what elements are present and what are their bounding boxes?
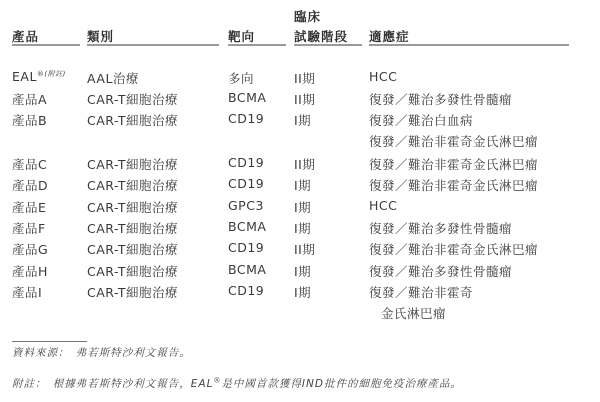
header-phase-line2: 試驗階段 [294,29,349,44]
target-cell: BCMA [228,262,267,277]
indication-cell-line2: 金氏淋巴瘤 [381,306,447,321]
header-product: 產品 [12,29,40,44]
phase-cell: I期 [294,285,312,300]
phase-cell: I期 [294,200,312,215]
phase-cell: II期 [294,157,316,172]
category-cell: CAR-T細胞治療 [87,221,178,236]
product-cell: 產品C [12,157,48,172]
header-category: 類別 [87,29,115,44]
header-indication: 適應症 [369,29,410,44]
product-cell: 產品I [12,285,43,300]
header-underline-target [228,44,286,46]
category-cell: AAL治療 [87,71,139,86]
footnote-marker: ®(附註) [36,70,66,78]
category-cell: CAR-T細胞治療 [87,178,178,193]
target-cell: CD19 [228,155,265,170]
category-cell: CAR-T細胞治療 [87,200,178,215]
remark-note: 附註： 根據弗若斯特沙利文報告，EAL®是中國首款獲得IND批件的細胞免疫治療產品。 [12,376,462,390]
header-underline-category [87,44,219,46]
product-cell: 產品H [12,264,48,279]
indication-cell-line2: 復發／難治非霍奇金氏淋巴瘤 [369,134,539,149]
category-cell: CAR-T細胞治療 [87,242,178,257]
product-cell: 產品A [12,92,48,107]
phase-cell: II期 [294,242,316,257]
category-cell: CAR-T細胞治療 [87,113,178,128]
phase-cell: I期 [294,221,312,236]
target-cell: GPC3 [228,198,264,213]
indication-cell: 復發／難治多發性骨髓瘤 [369,264,513,279]
product-cell: 產品E [12,200,47,215]
target-cell: CD19 [228,176,265,191]
footnote-divider [12,341,87,342]
indication-cell: 復發／難治多發性骨髓瘤 [369,92,513,107]
target-cell: CD19 [228,111,265,126]
indication-cell: 復發／難治多發性骨髓瘤 [369,221,513,236]
indication-cell: 復發／難治非霍奇金氏淋巴瘤 [369,242,539,257]
target-cell: BCMA [228,90,267,105]
target-cell: CD19 [228,283,265,298]
target-cell: 多向 [228,71,255,86]
category-cell: CAR-T細胞治療 [87,264,178,279]
product-cell: 產品D [12,178,49,193]
header-underline-phase [294,44,362,46]
registered-mark: ® [213,376,222,385]
source-note: 資料來源： 弗若斯特沙利文報告。 [12,347,191,359]
product-cell: 產品B [12,113,48,128]
product-cell: 產品F [12,221,46,236]
phase-cell: II期 [294,92,316,107]
target-cell: CD19 [228,240,265,255]
indication-cell: 復發／難治非霍奇金氏淋巴瘤 [369,157,539,172]
header-underline-product [12,44,80,46]
target-cell: BCMA [228,219,267,234]
phase-cell: I期 [294,264,312,279]
product-cell: $EAL^{®(附註)}$ [12,69,66,85]
header-underline-indication [369,44,569,46]
category-cell: CAR-T細胞治療 [87,285,178,300]
phase-cell: I期 [294,178,312,193]
phase-cell: II期 [294,71,316,86]
product-cell: 產品G [12,242,49,257]
indication-cell: HCC [369,198,398,213]
indication-cell: HCC [369,69,398,84]
header-phase-line1: 臨床 [294,9,322,24]
header-target: 靶向 [228,29,256,44]
phase-cell: I期 [294,113,312,128]
category-cell: CAR-T細胞治療 [87,157,178,172]
indication-cell: 復發／難治非霍奇金氏淋巴瘤 [369,178,539,193]
category-cell: CAR-T細胞治療 [87,92,178,107]
indication-cell: 復發／難治白血病 [369,113,474,128]
indication-cell: 復發／難治非霍奇 [369,285,474,300]
